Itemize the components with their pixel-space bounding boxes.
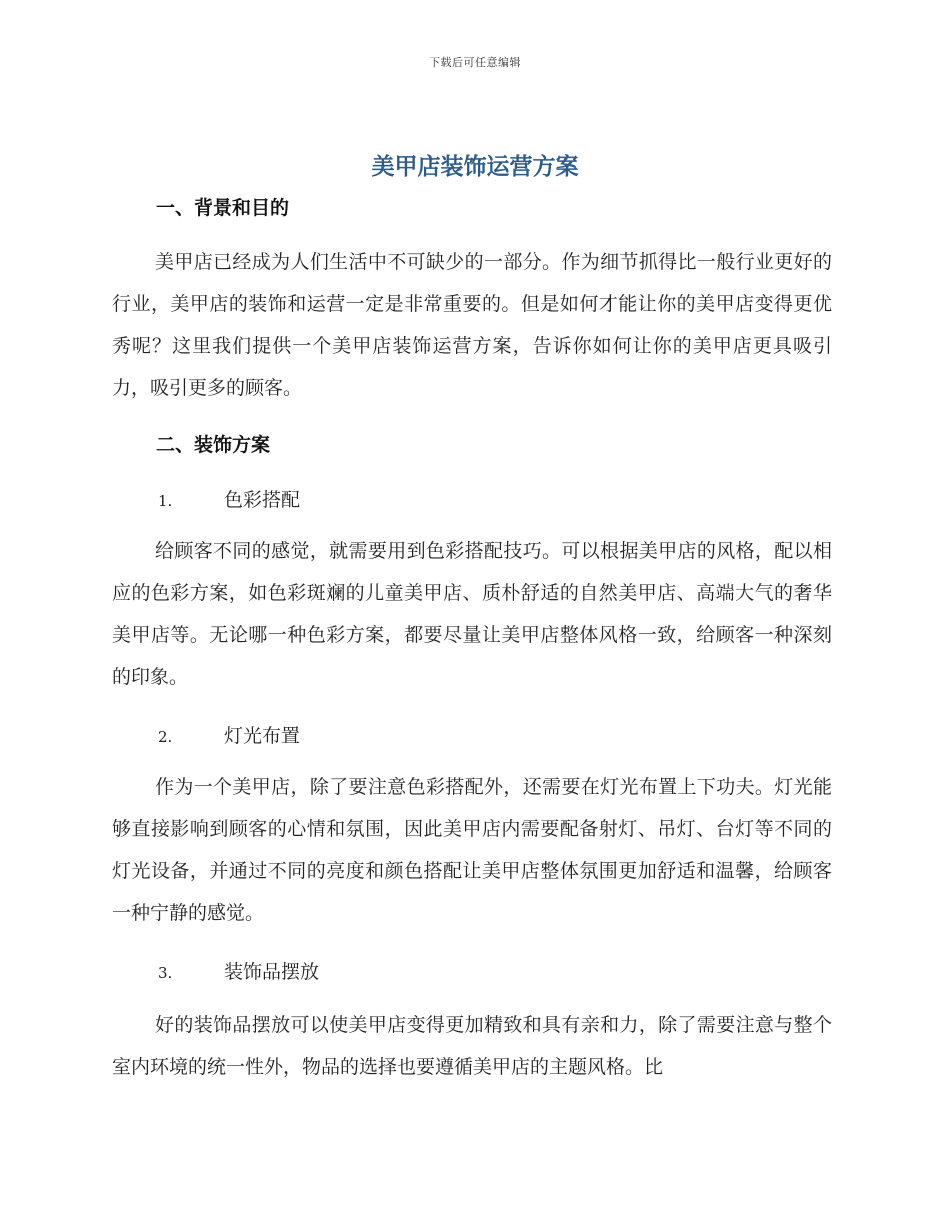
paragraph-ornaments: 好的装饰品摆放可以使美甲店变得更加精致和具有亲和力，除了需要注意与整个室内环境的统一性外，物品的选择也要遵循美甲店的主题风格。比 [112, 1014, 832, 1078]
section-heading-background: 一、背景和目的 [156, 197, 290, 219]
list-item-number: 1. [158, 492, 173, 510]
paragraph-background: 美甲店已经成为人们生活中不可缺少的一部分。作为细节抓得比一般行业更好的行业，美甲店的装饰和运营一定是非常重要的。但是如何才能让你的美甲店变得更优秀呢？这里我们提供一个美甲店装饰运营方案，告诉你如何让你的美甲店更具吸引力，吸引更多的顾客。 [112, 251, 832, 399]
list-item-ornaments [158, 957, 319, 984]
list-item-label: 装饰品摆放 [224, 961, 320, 983]
paragraph-lighting: 作为一个美甲店，除了要注意色彩搭配外，还需要在灯光布置上下功夫。灯光能够直接影响到顾客的心情和氛围，因此美甲店内需要配备射灯、吊灯、台灯等不同的灯光设备，并通过不同的亮度和颜色搭配让美甲店整体氛围更加舒适和温馨，给顾客一种宁静的感觉。 [112, 776, 832, 924]
paragraph-color: 给顾客不同的感觉，就需要用到色彩搭配技巧。可以根据美甲店的风格，配以相应的色彩方案，如色彩斑斓的儿童美甲店、质朴舒适的自然美甲店、高端大气的奢华美甲店等。无论哪一种色彩方案，都要尽量让美甲店整体风格一致，给顾客一种深刻的印象。 [112, 540, 832, 688]
list-item-color [158, 485, 300, 512]
list-item-number: 3. [158, 964, 173, 982]
list-item-lighting [158, 721, 300, 748]
list-item-number: 2. [158, 728, 173, 746]
list-item-label: 色彩搭配 [224, 489, 301, 511]
section-heading-decoration: 二、装饰方案 [156, 434, 271, 456]
document-title: 美甲店装饰运营方案 [371, 154, 579, 180]
list-item-label: 灯光布置 [224, 725, 301, 747]
page-header-note: 下载后可任意编辑 [429, 56, 521, 69]
